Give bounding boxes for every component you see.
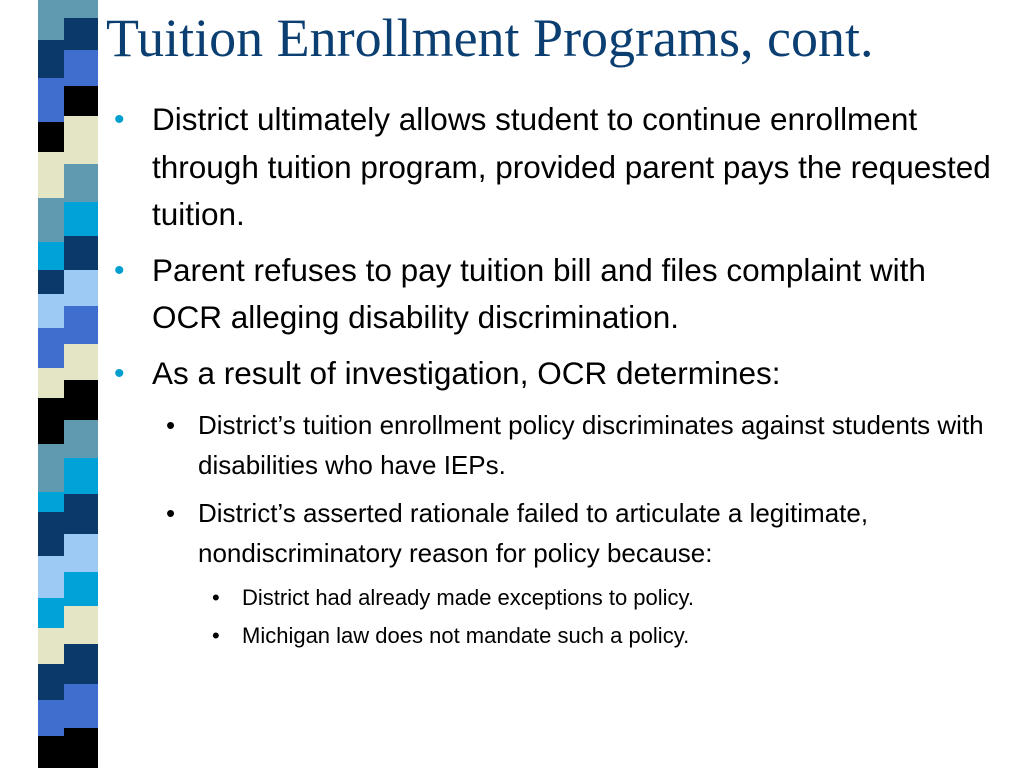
bullet-marker: •: [166, 410, 176, 440]
stripe-segment: [64, 50, 98, 86]
stripe-segment: [64, 86, 98, 116]
stripe-segment: [64, 270, 98, 306]
stripe-segment: [38, 444, 64, 492]
stripe-segment: [38, 40, 64, 78]
stripe-segment: [38, 198, 64, 242]
stripe-segment: [38, 736, 64, 768]
bullet-marker: •: [114, 253, 125, 287]
sub-bullet-item: [114, 405, 994, 485]
stripe-segment: [64, 606, 98, 644]
sub-sub-bullet-text: District had already made exceptions to policy.: [242, 585, 695, 610]
stripe-segment: [64, 344, 98, 380]
sub-sub-bullet-text: Michigan law does not mandate such a policy.: [242, 623, 690, 648]
bullet-text: Parent refuses to pay tuition bill and files complaint with OCR alleging disability discrimination.: [152, 251, 926, 335]
stripe-segment: [38, 368, 64, 398]
sub-bullet-text: District’s tuition enrollment policy discriminates against students with disabilities who have IEPs.: [198, 410, 984, 480]
stripe-segment: [38, 328, 64, 368]
bullet-marker: •: [166, 498, 176, 528]
decorative-stripe-bar: [0, 0, 112, 768]
sub-bullet-text: District’s asserted rationale failed to articulate a legitimate, nondiscriminatory reason for policy because:: [198, 498, 869, 568]
bullet-marker: •: [114, 356, 125, 390]
sub-sub-bullet-item: [114, 581, 994, 615]
stripe-segment: [38, 398, 64, 444]
stripe-segment: [38, 556, 64, 598]
stripe-segment: [38, 664, 64, 700]
stripe-segment: [64, 306, 98, 344]
stripe-segment: [38, 242, 64, 270]
stripe-segment: [64, 572, 98, 606]
bullet-item: [114, 247, 994, 342]
stripe-segment: [64, 236, 98, 270]
stripe-segment: [64, 420, 98, 458]
bullet-marker: •: [212, 585, 220, 610]
sub-sub-bullet-item: [114, 619, 994, 653]
bullet-item: [114, 96, 994, 239]
stripe-segment: [64, 18, 98, 50]
stripe-segment: [64, 116, 98, 164]
bullet-item: [114, 350, 994, 398]
stripe-segment: [38, 78, 64, 122]
stripe-segment: [38, 270, 64, 294]
stripe-segment: [38, 512, 64, 556]
stripe-segment: [64, 202, 98, 236]
stripe-segment: [64, 494, 98, 534]
bullet-marker: •: [114, 103, 125, 136]
bullet-text: District ultimately allows student to continue enrollment through tuition program, provided parent pays the requested tuition.: [152, 101, 991, 232]
sub-bullet-item: [114, 493, 994, 573]
slide-title: Tuition Enrollment Programs, cont.: [106, 8, 874, 68]
stripe-segment: [64, 0, 98, 18]
stripe-segment: [64, 534, 98, 572]
stripe-segment: [38, 628, 64, 664]
bullet-marker: •: [212, 623, 220, 648]
stripe-segment: [64, 684, 98, 728]
stripe-segment: [38, 122, 64, 152]
stripe-segment: [64, 458, 98, 494]
stripe-segment: [38, 0, 64, 40]
stripe-segment: [38, 294, 64, 328]
stripe-segment: [64, 380, 98, 420]
stripe-segment: [38, 492, 64, 512]
stripe-segment: [38, 700, 64, 736]
stripe-segment: [38, 598, 64, 628]
stripe-segment: [64, 644, 98, 684]
stripe-segment: [64, 728, 98, 768]
stripe-segment: [38, 152, 64, 198]
stripe-segment: [64, 164, 98, 202]
bullet-text: As a result of investigation, OCR determines:: [152, 354, 781, 391]
bullet-list: [114, 96, 994, 657]
